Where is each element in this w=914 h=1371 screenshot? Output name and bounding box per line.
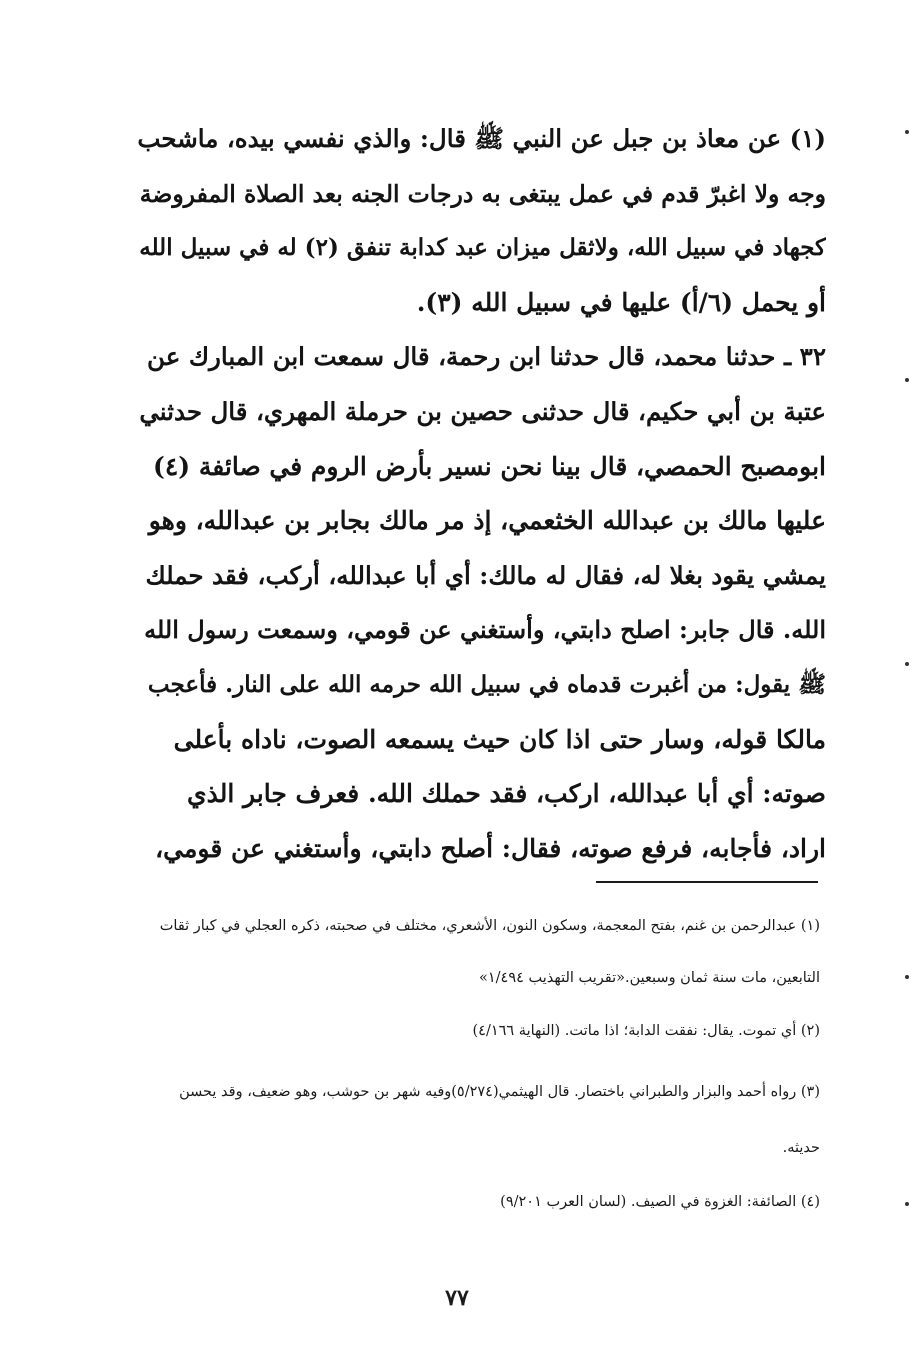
text-line: عليها مالك بن عبدالله الخثعمي، إذ مر مالك بجابر بن عبدالله، وهو (148, 506, 826, 536)
text-line: اراد، فأجابه، فرفع صوته، فقال: أصلح دابتي، وأستغني عن قومي، (155, 833, 826, 863)
text-line: الله. قال جابر: اصلح دابتي، وأستغني عن قومي، وسمعت رسول الله (144, 615, 826, 645)
text-line: يمشي يقود بغلا له، فقال له مالك: أي أبا عبدالله، أركب، فقد حملك (145, 560, 826, 590)
text-line: أو يحمل (٦/أ) عليها في سبيل الله (٣). (416, 287, 826, 317)
main-text-block (136, 112, 826, 876)
text-line: ٣٢ ـ حدثنا محمد، قال حدثنا ابن رحمة، قال سمعت ابن المبارك عن (147, 342, 826, 372)
text-line: ﷺ يقول: من أغبرت قدماه في سبيل الله حرمه الله على النار. فأعجب (147, 670, 826, 698)
footnote-separator (596, 881, 818, 883)
footnote-1-continued: التابعين، مات سنة ثمان وسبعين.«تقريب التهذيب ١/٤٩٤» (478, 970, 820, 986)
footnote-3-continued: حديثه. (782, 1140, 820, 1156)
text-line: (١) عن معاذ بن جبل عن النبي ﷺ قال: والذي نفسي بيده، ماشحب (137, 124, 826, 153)
margin-mark (905, 378, 909, 382)
page-number: ٧٧ (445, 1285, 469, 1311)
footnote-3: (٣) رواه أحمد والبزار والطبراني باختصار. قال الهيثمي(٥/٢٧٤)وفيه شهر بن حوشب، وهو ضعيف، وقد يحسن (179, 1084, 820, 1100)
margin-mark (905, 130, 909, 134)
text-line: عتبة بن أبي حكيم، قال حدثنى حصين بن حرملة المهري، قال حدثني (139, 396, 826, 426)
margin-mark (905, 662, 909, 666)
text-line: كجهاد في سبيل الله، ولاثقل ميزان عبد كدابة تنفق (٢) له في سبيل الله (139, 234, 826, 262)
margin-mark (905, 975, 909, 979)
footnote-4: (٤) الصائفة: الغزوة في الصيف. (لسان العرب ٩/٢٠١) (500, 1194, 820, 1210)
footnote-2: (٢) أي تموت. يقال: نفقت الدابة؛ اذا ماتت. (النهاية ٤/١٦٦) (472, 1023, 820, 1039)
text-line: صوته: أي أبا عبدالله، اركب، فقد حملك الله. فعرف جابر الذي (187, 779, 826, 809)
footnote-1: (١) عبدالرحمن بن غنم، بفتح المعجمة، وسكون النون، الأشعري، مختلف في صحبته، ذكره العجلي في كبار ثقات (159, 918, 820, 934)
text-line: ابومصبح الحمصي، قال بينا نحن نسير بأرض الروم في صائفة (٤) (153, 451, 826, 481)
text-line: مالكا قوله، وسار حتى اذا كان حيث يسمعه الصوت، ناداه بأعلى (173, 724, 826, 754)
margin-mark (905, 1202, 909, 1206)
text-line: وجه ولا اغبرّ قدم في عمل يبتغى به درجات الجنه بعد الصلاة المفروضة (139, 179, 826, 208)
